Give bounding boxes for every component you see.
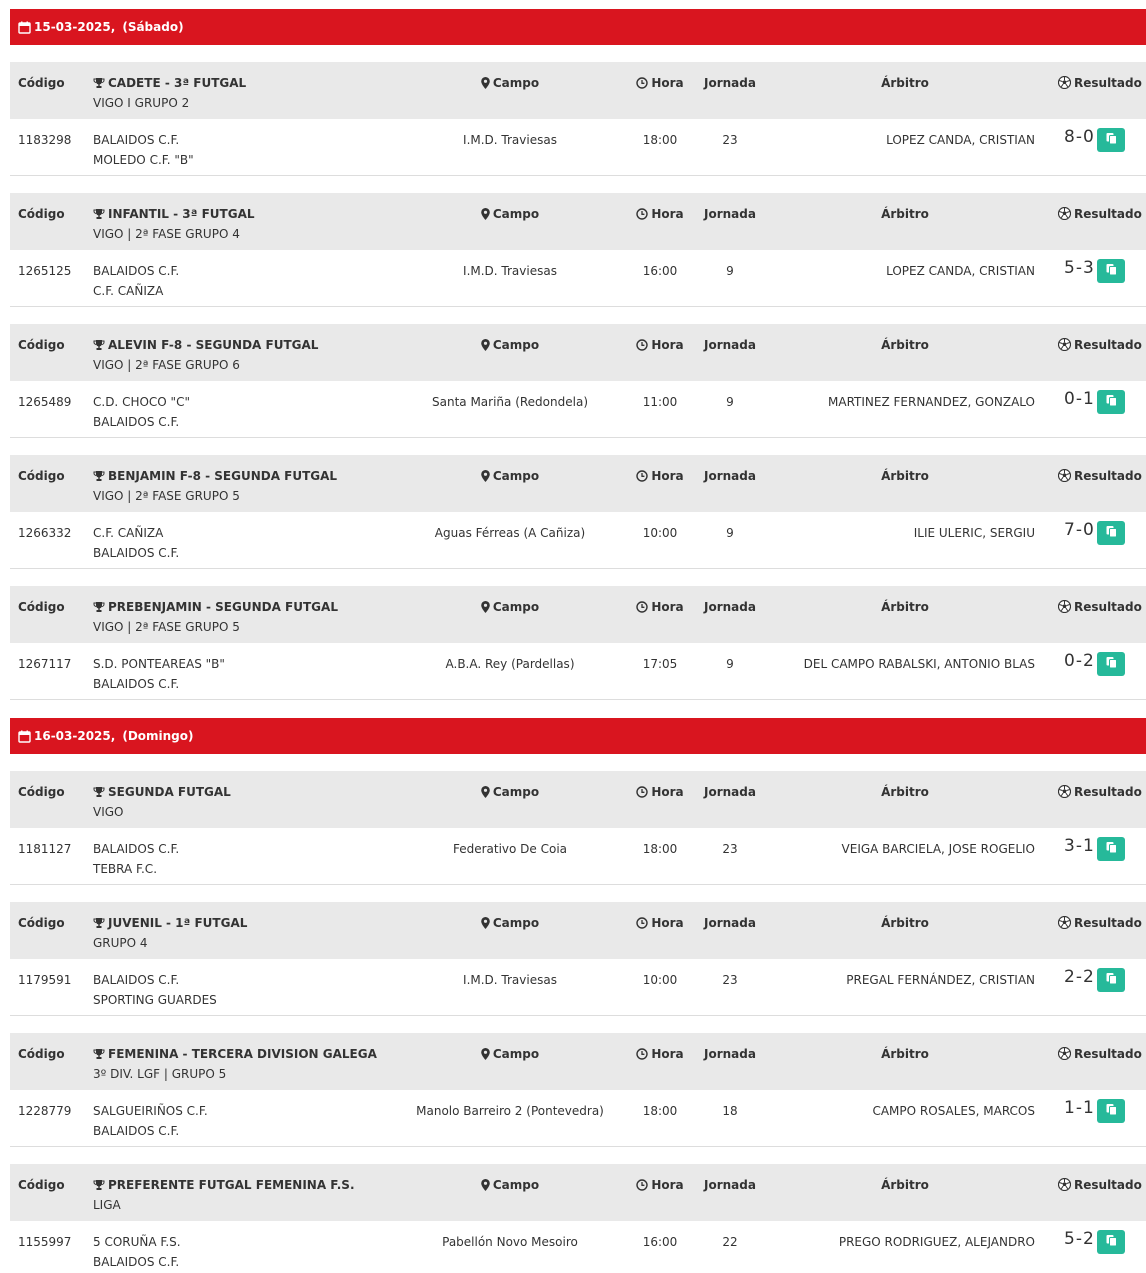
campo-header-label: Campo — [492, 916, 540, 930]
campo-header-label: Campo — [492, 469, 540, 483]
match-arbitro: PREGO RODRIGUEZ, ALEJANDRO — [838, 1235, 1035, 1249]
match-block — [10, 1164, 1146, 1273]
day-header — [10, 718, 1146, 754]
trophy-icon — [93, 784, 105, 804]
match-block — [10, 324, 1146, 438]
jornada-header: Jornada — [704, 1047, 756, 1061]
clock-icon — [636, 75, 648, 95]
resultado-header — [1058, 204, 1146, 226]
match-jornada: 9 — [726, 526, 734, 540]
competition-name-label: SEGUNDA FUTGAL — [108, 785, 231, 799]
competition-name-label: JUVENIL - 1ª FUTGAL — [108, 916, 248, 930]
clock-icon — [636, 1177, 648, 1197]
jornada-header: Jornada — [704, 916, 756, 930]
copy-icon — [1105, 525, 1118, 541]
resultado-header-label: Resultado — [1074, 785, 1142, 799]
campo-header-label: Campo — [492, 207, 540, 221]
match-score: 3-1 — [1064, 836, 1095, 856]
match-campo[interactable]: A.B.A. Rey (Pardellas) — [445, 657, 575, 671]
codigo-header: Código — [18, 1047, 65, 1061]
acta-button[interactable] — [1097, 1230, 1125, 1254]
match-code: 1228779 — [18, 1104, 72, 1118]
trophy-icon — [93, 468, 105, 488]
match-header — [10, 1033, 1146, 1090]
acta-button[interactable] — [1097, 968, 1125, 992]
home-team[interactable]: BALAIDOS C.F. — [93, 842, 180, 856]
match-code: 1183298 — [18, 133, 72, 147]
away-team[interactable]: C.F. CAÑIZA — [93, 284, 164, 298]
hora-header — [620, 335, 700, 357]
hora-header — [620, 204, 700, 226]
hora-header-label: Hora — [651, 207, 684, 221]
match-score: 0-1 — [1064, 389, 1095, 409]
away-team[interactable]: SPORTING GUARDES — [93, 993, 217, 1007]
competition-group: VIGO — [93, 805, 124, 819]
campo-header — [410, 466, 610, 488]
map-marker-icon — [481, 206, 490, 226]
acta-button[interactable] — [1097, 259, 1125, 283]
codigo-header: Código — [18, 76, 65, 90]
match-header — [10, 324, 1146, 381]
hora-header — [620, 73, 700, 95]
match-row — [10, 643, 1146, 700]
match-teams — [93, 523, 179, 563]
home-team[interactable]: BALAIDOS C.F. — [93, 973, 180, 987]
match-teams — [93, 261, 179, 301]
match-code: 1266332 — [18, 526, 72, 540]
codigo-header: Código — [18, 338, 65, 352]
match-jornada: 9 — [726, 395, 734, 409]
competition-group: VIGO | 2ª FASE GRUPO 5 — [93, 620, 240, 634]
competition-group: 3º DIV. LGF | GRUPO 5 — [93, 1067, 227, 1081]
calendar-icon — [18, 21, 31, 34]
soccer-ball-icon — [1058, 75, 1071, 95]
match-header — [10, 771, 1146, 828]
hora-header-label: Hora — [651, 916, 684, 930]
match-score: 2-2 — [1064, 967, 1095, 987]
competition-name-label: PREFERENTE FUTGAL FEMENINA F.S. — [108, 1178, 355, 1192]
match-campo[interactable]: I.M.D. Traviesas — [463, 133, 557, 147]
match-hora: 10:00 — [642, 526, 678, 540]
match-header — [10, 902, 1146, 959]
away-team[interactable]: BALAIDOS C.F. — [93, 677, 180, 691]
jornada-header: Jornada — [704, 600, 756, 614]
match-code: 1181127 — [18, 842, 72, 856]
match-block — [10, 1033, 1146, 1147]
arbitro-header: Árbitro — [881, 469, 929, 483]
resultado-header — [1058, 1175, 1146, 1197]
match-block — [10, 62, 1146, 176]
competition-name-label: PREBENJAMIN - SEGUNDA FUTGAL — [108, 600, 338, 614]
competition-name — [93, 782, 231, 804]
match-code: 1155997 — [18, 1235, 72, 1249]
match-teams — [93, 970, 217, 1010]
match-code: 1179591 — [18, 973, 72, 987]
campo-header — [410, 335, 610, 357]
clock-icon — [636, 915, 648, 935]
competition-group: VIGO I GRUPO 2 — [93, 96, 190, 110]
map-marker-icon — [481, 915, 490, 935]
acta-button[interactable] — [1097, 521, 1125, 545]
competition-name — [93, 335, 318, 357]
match-hora: 18:00 — [642, 133, 678, 147]
home-team[interactable]: SALGUEIRIÑOS C.F. — [93, 1104, 208, 1118]
resultado-header-label: Resultado — [1074, 916, 1142, 930]
day-header — [10, 9, 1146, 45]
match-row — [10, 959, 1146, 1016]
match-campo[interactable]: Santa Mariña (Redondela) — [432, 395, 588, 409]
acta-button[interactable] — [1097, 128, 1125, 152]
trophy-icon — [93, 1046, 105, 1066]
campo-header — [410, 204, 610, 226]
trophy-icon — [93, 75, 105, 95]
competition-name-label: BENJAMIN F-8 - SEGUNDA FUTGAL — [108, 469, 338, 483]
clock-icon — [636, 337, 648, 357]
match-teams — [93, 130, 194, 170]
copy-icon — [1105, 1103, 1118, 1119]
competition-name-label: ALEVIN F-8 - SEGUNDA FUTGAL — [108, 338, 319, 352]
trophy-icon — [93, 599, 105, 619]
acta-button[interactable] — [1097, 837, 1125, 861]
competition-name — [93, 1044, 377, 1066]
match-block — [10, 455, 1146, 569]
trophy-icon — [93, 915, 105, 935]
away-team[interactable]: BALAIDOS C.F. — [93, 1255, 180, 1269]
resultado-header — [1058, 913, 1146, 935]
match-jornada: 9 — [726, 264, 734, 278]
acta-button[interactable] — [1097, 390, 1125, 414]
match-teams — [93, 392, 190, 432]
resultado-header — [1058, 73, 1146, 95]
competition-group: VIGO | 2ª FASE GRUPO 6 — [93, 358, 240, 372]
resultado-header — [1058, 597, 1146, 619]
copy-icon — [1105, 394, 1118, 410]
campo-header-label: Campo — [492, 1047, 540, 1061]
match-hora: 18:00 — [642, 1104, 678, 1118]
campo-header-label: Campo — [492, 600, 540, 614]
campo-header — [410, 597, 610, 619]
clock-icon — [636, 206, 648, 226]
competition-name — [93, 466, 337, 488]
day-date: 15-03-2025, — [34, 20, 116, 34]
competition-name — [93, 913, 247, 935]
match-hora: 10:00 — [642, 973, 678, 987]
resultado-header — [1058, 335, 1146, 357]
resultado-header-label: Resultado — [1074, 600, 1142, 614]
match-hora: 17:05 — [642, 657, 678, 671]
arbitro-header: Árbitro — [881, 785, 929, 799]
competition-name-label: INFANTIL - 3ª FUTGAL — [108, 207, 255, 221]
match-arbitro: CAMPO ROSALES, MARCOS — [872, 1104, 1035, 1118]
arbitro-header: Árbitro — [881, 76, 929, 90]
hora-header — [620, 1175, 700, 1197]
away-team[interactable]: BALAIDOS C.F. — [93, 1124, 180, 1138]
match-score: 0-2 — [1064, 651, 1095, 671]
resultado-header — [1058, 466, 1146, 488]
match-row — [10, 1090, 1146, 1147]
trophy-icon — [93, 1177, 105, 1197]
hora-header-label: Hora — [651, 1047, 684, 1061]
match-header — [10, 193, 1146, 250]
codigo-header: Código — [18, 207, 65, 221]
match-row — [10, 381, 1146, 438]
arbitro-header: Árbitro — [881, 338, 929, 352]
codigo-header: Código — [18, 916, 65, 930]
calendar-icon — [18, 730, 31, 743]
soccer-ball-icon — [1058, 599, 1071, 619]
match-header — [10, 455, 1146, 512]
match-header — [10, 586, 1146, 643]
match-teams — [93, 1101, 208, 1141]
match-jornada: 23 — [722, 842, 738, 856]
competition-group: VIGO | 2ª FASE GRUPO 5 — [93, 489, 240, 503]
home-team[interactable]: BALAIDOS C.F. — [93, 264, 180, 278]
codigo-header: Código — [18, 600, 65, 614]
match-block — [10, 902, 1146, 1016]
map-marker-icon — [481, 468, 490, 488]
match-campo[interactable]: Pabellón Novo Mesoiro — [442, 1235, 578, 1249]
jornada-header: Jornada — [704, 338, 756, 352]
hora-header — [620, 597, 700, 619]
hora-header-label: Hora — [651, 338, 684, 352]
match-block — [10, 771, 1146, 885]
match-row — [10, 119, 1146, 176]
match-arbitro: PREGAL FERNÁNDEZ, CRISTIAN — [846, 973, 1035, 987]
clock-icon — [636, 599, 648, 619]
match-score: 7-0 — [1064, 520, 1095, 540]
match-campo[interactable]: Aguas Férreas (A Cañiza) — [434, 526, 586, 540]
match-row — [10, 828, 1146, 885]
match-arbitro: MARTINEZ FERNANDEZ, GONZALO — [828, 395, 1035, 409]
resultado-header-label: Resultado — [1074, 338, 1142, 352]
hora-header-label: Hora — [651, 469, 684, 483]
jornada-header: Jornada — [704, 76, 756, 90]
match-score: 8-0 — [1064, 127, 1095, 147]
day-date: 16-03-2025, — [34, 729, 116, 743]
competition-name — [93, 597, 338, 619]
soccer-ball-icon — [1058, 206, 1071, 226]
copy-icon — [1105, 841, 1118, 857]
match-code: 1265489 — [18, 395, 72, 409]
campo-header — [410, 73, 610, 95]
clock-icon — [636, 468, 648, 488]
arbitro-header: Árbitro — [881, 1047, 929, 1061]
competition-name — [93, 1175, 355, 1197]
map-marker-icon — [481, 337, 490, 357]
hora-header — [620, 913, 700, 935]
match-jornada: 22 — [722, 1235, 738, 1249]
match-campo[interactable]: Manolo Barreiro 2 (Pontevedra) — [416, 1104, 604, 1118]
hora-header-label: Hora — [651, 785, 684, 799]
jornada-header: Jornada — [704, 469, 756, 483]
arbitro-header: Árbitro — [881, 207, 929, 221]
match-hora: 11:00 — [642, 395, 678, 409]
away-team[interactable]: BALAIDOS C.F. — [93, 546, 180, 560]
campo-header — [410, 1044, 610, 1066]
home-team[interactable]: 5 CORUÑA F.S. — [93, 1235, 181, 1249]
resultado-header-label: Resultado — [1074, 207, 1142, 221]
home-team[interactable]: C.D. CHOCO "C" — [93, 395, 190, 409]
soccer-ball-icon — [1058, 1046, 1071, 1066]
resultado-header-label: Resultado — [1074, 1178, 1142, 1192]
campo-header — [410, 1175, 610, 1197]
arbitro-header: Árbitro — [881, 1178, 929, 1192]
match-code: 1265125 — [18, 264, 72, 278]
match-campo[interactable]: I.M.D. Traviesas — [463, 264, 557, 278]
soccer-ball-icon — [1058, 468, 1071, 488]
match-jornada: 23 — [722, 133, 738, 147]
home-team[interactable]: BALAIDOS C.F. — [93, 133, 180, 147]
soccer-ball-icon — [1058, 1177, 1071, 1197]
campo-header-label: Campo — [492, 785, 540, 799]
away-team[interactable]: BALAIDOS C.F. — [93, 415, 180, 429]
match-code: 1267117 — [18, 657, 72, 671]
resultado-header-label: Resultado — [1074, 1047, 1142, 1061]
campo-header-label: Campo — [492, 76, 540, 90]
copy-icon — [1105, 263, 1118, 279]
match-block — [10, 193, 1146, 307]
competition-name-label: CADETE - 3ª FUTGAL — [108, 76, 247, 90]
jornada-header: Jornada — [704, 207, 756, 221]
match-header — [10, 62, 1146, 119]
clock-icon — [636, 1046, 648, 1066]
resultado-header — [1058, 1044, 1146, 1066]
acta-button[interactable] — [1097, 1099, 1125, 1123]
match-arbitro: DEL CAMPO RABALSKI, ANTONIO BLAS — [803, 657, 1035, 671]
home-team[interactable]: C.F. CAÑIZA — [93, 526, 164, 540]
arbitro-header: Árbitro — [881, 916, 929, 930]
match-score: 5-2 — [1064, 1229, 1095, 1249]
match-teams — [93, 1232, 181, 1272]
competition-group: VIGO | 2ª FASE GRUPO 4 — [93, 227, 240, 241]
home-team[interactable]: S.D. PONTEAREAS "B" — [93, 657, 225, 671]
hora-header-label: Hora — [651, 600, 684, 614]
trophy-icon — [93, 206, 105, 226]
match-jornada: 18 — [722, 1104, 738, 1118]
map-marker-icon — [481, 784, 490, 804]
match-row — [10, 1221, 1146, 1273]
resultado-header-label: Resultado — [1074, 76, 1142, 90]
match-hora: 18:00 — [642, 842, 678, 856]
match-teams — [93, 654, 225, 694]
match-jornada: 23 — [722, 973, 738, 987]
clock-icon — [636, 784, 648, 804]
match-score: 1-1 — [1064, 1098, 1095, 1118]
match-row — [10, 512, 1146, 569]
match-header — [10, 1164, 1146, 1221]
match-jornada: 9 — [726, 657, 734, 671]
hora-header-label: Hora — [651, 1178, 684, 1192]
campo-header — [410, 782, 610, 804]
match-arbitro: LOPEZ CANDA, CRISTIAN — [886, 133, 1035, 147]
jornada-header: Jornada — [704, 785, 756, 799]
copy-icon — [1105, 132, 1118, 148]
resultado-header-label: Resultado — [1074, 469, 1142, 483]
map-marker-icon — [481, 75, 490, 95]
match-hora: 16:00 — [642, 1235, 678, 1249]
copy-icon — [1105, 972, 1118, 988]
arbitro-header: Árbitro — [881, 600, 929, 614]
acta-button[interactable] — [1097, 652, 1125, 676]
match-arbitro: VEIGA BARCIELA, JOSE ROGELIO — [841, 842, 1035, 856]
competition-group: LIGA — [93, 1198, 121, 1212]
codigo-header: Código — [18, 469, 65, 483]
soccer-ball-icon — [1058, 915, 1071, 935]
map-marker-icon — [481, 1046, 490, 1066]
jornada-header: Jornada — [704, 1178, 756, 1192]
trophy-icon — [93, 337, 105, 357]
hora-header — [620, 1044, 700, 1066]
away-team[interactable]: TEBRA F.C. — [93, 862, 158, 876]
soccer-ball-icon — [1058, 337, 1071, 357]
codigo-header: Código — [18, 1178, 65, 1192]
campo-header-label: Campo — [492, 1178, 540, 1192]
match-teams — [93, 839, 179, 879]
match-campo[interactable]: Federativo De Coia — [452, 842, 568, 856]
competition-group: GRUPO 4 — [93, 936, 148, 950]
competition-name — [93, 204, 255, 226]
match-arbitro: ILIE ULERIC, SERGIU — [913, 526, 1035, 540]
copy-icon — [1105, 1234, 1118, 1250]
resultado-header — [1058, 782, 1146, 804]
hora-header — [620, 782, 700, 804]
hora-header-label: Hora — [651, 76, 684, 90]
campo-header-label: Campo — [492, 338, 540, 352]
match-block — [10, 586, 1146, 700]
competition-name-label: FEMENINA - TERCERA DIVISION GALEGA — [108, 1047, 377, 1061]
map-marker-icon — [481, 1177, 490, 1197]
match-row — [10, 250, 1146, 307]
map-marker-icon — [481, 599, 490, 619]
match-score: 5-3 — [1064, 258, 1095, 278]
copy-icon — [1105, 656, 1118, 672]
hora-header — [620, 466, 700, 488]
day-weekday: (Sábado) — [122, 20, 184, 34]
match-hora: 16:00 — [642, 264, 678, 278]
match-arbitro: LOPEZ CANDA, CRISTIAN — [886, 264, 1035, 278]
campo-header — [410, 913, 610, 935]
codigo-header: Código — [18, 785, 65, 799]
competition-name — [93, 73, 246, 95]
match-campo[interactable]: I.M.D. Traviesas — [463, 973, 557, 987]
soccer-ball-icon — [1058, 784, 1071, 804]
day-weekday: (Domingo) — [122, 729, 194, 743]
away-team[interactable]: MOLEDO C.F. "B" — [93, 153, 194, 167]
